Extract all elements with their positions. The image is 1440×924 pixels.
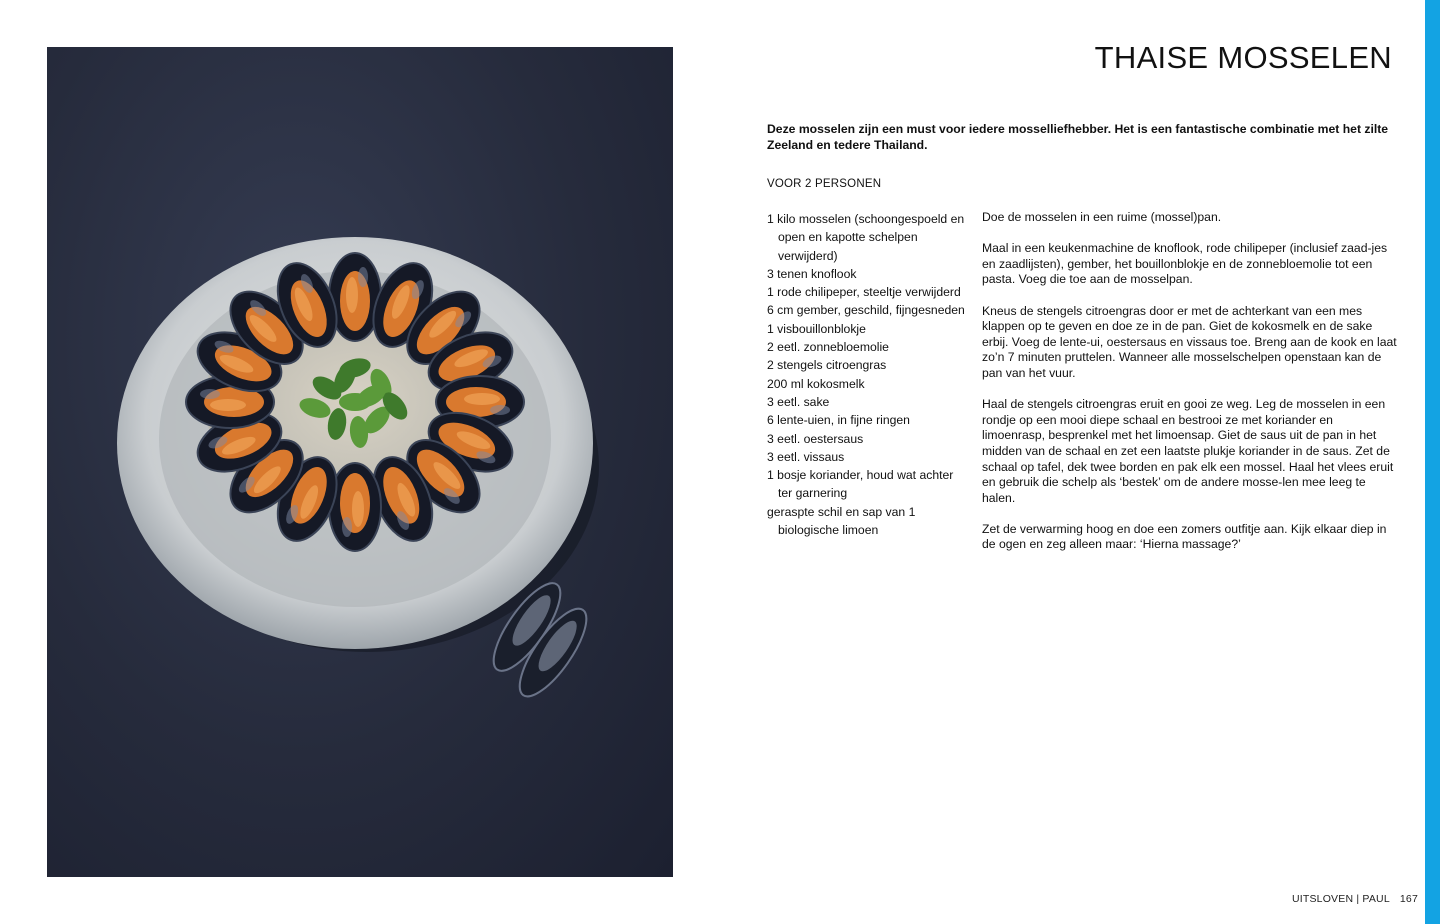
recipe-intro: Deze mosselen zijn een must voor iedere mosselliefhebber. Het is een fantastische combinatie met het zilte Zeeland en tedere Thailand. bbox=[767, 122, 1389, 152]
recipe-title: THAISE MOSSELEN bbox=[1094, 40, 1392, 75]
ingredient-item: 6 lente-uien, in fijne ringen bbox=[767, 413, 910, 428]
method-step: Doe de mosselen in een ruime (mossel)pan. bbox=[982, 210, 1222, 224]
ingredient-item: 3 tenen knoflook bbox=[767, 266, 857, 281]
servings: VOOR 2 PERSONEN bbox=[767, 178, 882, 190]
ingredient-item: 2 stengels citroengras bbox=[767, 358, 887, 373]
ingredient-item: 1 visbouillonblokje bbox=[767, 321, 866, 336]
method-step: Maal in een keukenmachine de knoflook, rode chilipeper (inclusief zaad-jes en zaadlijsten), gember, het bouillonblokje en de zonnebloemolie tot een pasta. Voeg die toe aan de mosselpan. bbox=[982, 241, 1388, 287]
ingredient-item: 3 eetl. sake bbox=[767, 394, 830, 409]
ingredient-item: 6 cm gember, geschild, fijngesneden bbox=[767, 303, 965, 318]
mussels-plate-illustration bbox=[47, 47, 673, 877]
method-step: Haal de stengels citroengras eruit en gooi ze weg. Leg de mosselen in een rondje op een mooi diepe schaal en bestrooi ze met koriander en limoenrasp, besprenkel met het limoensap. Giet de saus uit de pan in het midden van de schaal en zet een laatste plukje koriander in de saus. Zet de schaal op tafel, dek twee borden en pak elk een mossel. Haal het vlees eruit en gebruik die schelp als ‘bestek’ om de andere mosse-len mee leeg te halen. bbox=[982, 397, 1394, 505]
ingredient-item: 1 rode chilipeper, steeltje verwijderd bbox=[767, 285, 961, 300]
method-step: Zet de verwarming hoog en doe een zomers outfitje aan. Kijk elkaar diep in de ogen en zeg alleen maar: ‘Hierna massage?’ bbox=[982, 521, 1387, 552]
mussels-photo bbox=[47, 47, 673, 877]
page-number: 167 bbox=[1399, 893, 1418, 905]
page-footer bbox=[1292, 893, 1418, 905]
ingredient-item: 1 kilo mosselen (schoongespoeld en open en kapotte schelpen verwijderd) bbox=[767, 212, 965, 263]
method-step: Kneus de stengels citroengras door er met de achterkant van een mes klappen op te geven en doe ze in de pan. Giet de kokosmelk en de sake erbij. Voeg de lente-ui, oestersaus en vissaus toe. Breng aan de kook en laat zo’n 7 minuten pruttelen. Wanneer alle mosselschelpen openstaan kan de pan van het vuur. bbox=[982, 303, 1397, 380]
ingredient-item: 2 eetl. zonnebloemolie bbox=[767, 340, 889, 355]
ingredient-item: geraspte schil en sap van 1 biologische limoen bbox=[767, 504, 916, 538]
ingredient-item: 3 eetl. oestersaus bbox=[767, 431, 864, 446]
ingredient-list bbox=[767, 210, 967, 539]
section-label: UITSLOVEN | PAUL bbox=[1291, 893, 1390, 905]
accent-bar bbox=[1425, 0, 1440, 924]
ingredient-item: 200 ml kokosmelk bbox=[767, 376, 865, 391]
method-steps bbox=[982, 210, 1397, 569]
ingredient-item: 3 eetl. vissaus bbox=[767, 449, 845, 464]
ingredient-item: 1 bosje koriander, houd wat achter ter garnering bbox=[767, 468, 954, 501]
